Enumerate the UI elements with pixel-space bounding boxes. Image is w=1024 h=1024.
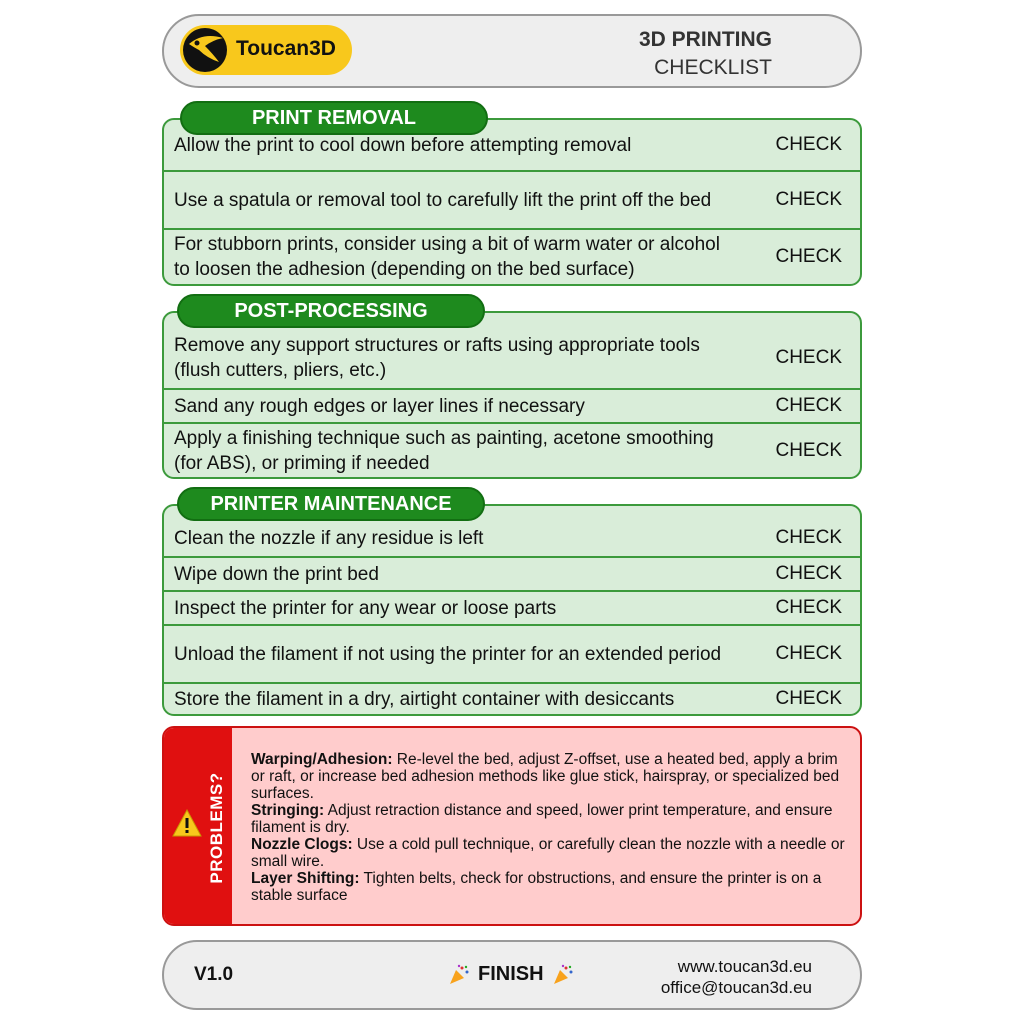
- problems-sidebar: [164, 728, 232, 924]
- checklist-row: [164, 388, 860, 422]
- party-popper-icon: [448, 964, 470, 986]
- brand-name: Toucan3D: [236, 37, 336, 60]
- check-box[interactable]: CHECK: [775, 527, 842, 548]
- footer-bar: [162, 940, 862, 1010]
- section-title-post-processing: POST-PROCESSING: [177, 294, 485, 328]
- version-label: V1.0: [194, 964, 234, 985]
- checklist-item-text: Wipe down the print bed: [174, 563, 379, 585]
- warning-icon: [172, 808, 202, 838]
- checklist-row: [164, 556, 860, 590]
- email-link[interactable]: office@toucan3d.eu: [660, 978, 812, 997]
- check-box[interactable]: CHECK: [775, 563, 842, 584]
- section-title-print-removal: PRINT REMOVAL: [180, 101, 488, 135]
- contact-info: [661, 956, 812, 998]
- problems-label: PROBLEMS?: [207, 772, 226, 884]
- problem-text: Adjust retraction distance and speed, lower print temperature, and ensure filament is dry.: [251, 802, 833, 836]
- problems-list: [251, 751, 851, 904]
- checklist-item-text: Use a spatula or removal tool to carefully lift the print off the bed: [174, 189, 712, 211]
- checklist-item-text: Inspect the printer for any wear or loose parts: [174, 597, 557, 619]
- section-print-removal: [162, 118, 862, 286]
- problem-item: [251, 802, 851, 836]
- finish-label: [448, 963, 574, 986]
- problem-title: Nozzle Clogs:: [251, 836, 353, 853]
- problem-title: Layer Shifting:: [251, 870, 360, 887]
- checklist-item-text: Store the filament in a dry, airtight container with desiccants: [174, 688, 675, 710]
- checklist-item-text: Sand any rough edges or layer lines if necessary: [174, 395, 585, 417]
- checklist-row: [164, 170, 860, 228]
- section-post-processing: [162, 311, 862, 479]
- check-box[interactable]: CHECK: [775, 643, 842, 664]
- checklist-item-text: For stubborn prints, consider using a bit of warm water or alcohol to loosen the adhesion (depending on the bed surface): [174, 234, 720, 280]
- problem-item: [251, 870, 851, 904]
- toucan-icon: [183, 28, 227, 72]
- finish-text: FINISH: [478, 963, 544, 985]
- checklist-row: [164, 422, 860, 477]
- check-box[interactable]: CHECK: [775, 688, 842, 709]
- checklist-row: [164, 624, 860, 682]
- check-box[interactable]: CHECK: [775, 346, 842, 368]
- problem-title: Warping/Adhesion:: [251, 751, 393, 768]
- section-printer-maintenance: [162, 504, 862, 716]
- problems-panel: [162, 726, 862, 926]
- checklist-row: [164, 682, 860, 714]
- checklist-row: [164, 228, 860, 284]
- problem-item: [251, 751, 851, 802]
- website-link[interactable]: www.toucan3d.eu: [677, 957, 812, 976]
- checklist-item-text: Apply a finishing technique such as painting, acetone smoothing (for ABS), or priming if needed: [174, 427, 714, 474]
- check-box[interactable]: CHECK: [775, 439, 842, 461]
- check-box[interactable]: CHECK: [775, 189, 842, 210]
- problem-item: [251, 836, 851, 870]
- problem-text: Use a cold pull technique, or carefully clean the nozzle with a needle or small wire.: [251, 836, 845, 870]
- checklist-item-text: Allow the print to cool down before attempting removal: [174, 134, 632, 156]
- checklist-row: [164, 590, 860, 624]
- page-title: 3D PRINTING: [638, 28, 772, 51]
- checklist-item-text: Remove any support structures or rafts using appropriate tools (flush cutters, pliers, etc.): [174, 334, 700, 381]
- header-bar: [162, 14, 862, 88]
- check-box[interactable]: CHECK: [775, 246, 842, 267]
- party-popper-icon: [552, 964, 574, 986]
- check-box[interactable]: CHECK: [775, 395, 842, 416]
- check-box[interactable]: CHECK: [775, 134, 842, 155]
- section-title-printer-maintenance: PRINTER MAINTENANCE: [177, 487, 485, 521]
- page-subtitle: CHECKLIST: [654, 56, 772, 79]
- checklist-item-text: Unload the filament if not using the printer for an extended period: [174, 643, 722, 665]
- checklist-item-text: Clean the nozzle if any residue is left: [174, 527, 484, 549]
- problem-text: Tighten belts, check for obstructions, and ensure the printer is on a stable surface: [251, 870, 822, 904]
- problem-text: Re-level the bed, adjust Z-offset, use a heated bed, apply a brim or raft, or increase bed adhesion methods like glue stick, hairspray, or specialized bed surfaces.: [251, 751, 840, 802]
- brand-logo: [180, 25, 352, 75]
- check-box[interactable]: CHECK: [775, 597, 842, 618]
- problem-title: Stringing:: [251, 802, 325, 819]
